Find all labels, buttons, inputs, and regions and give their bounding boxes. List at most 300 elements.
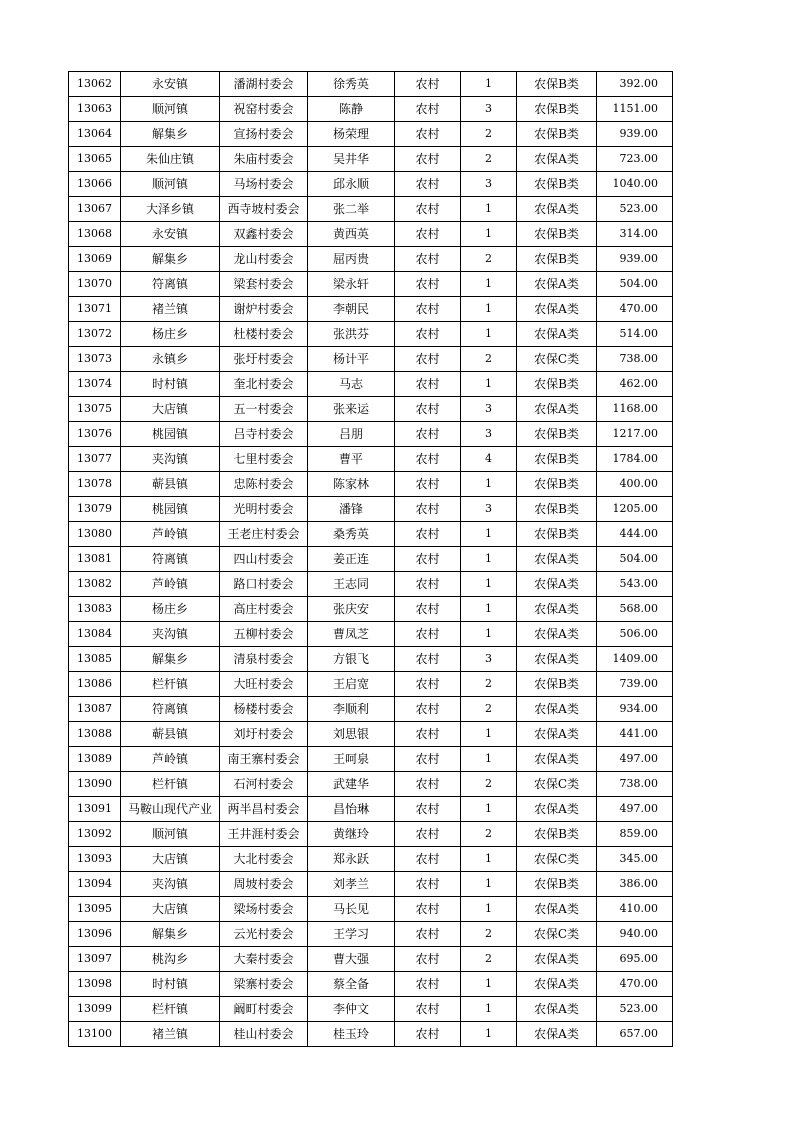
household-count-cell: 1 (461, 297, 517, 322)
household-count-cell: 2 (461, 697, 517, 722)
village-cell: 祝窑村委会 (220, 97, 308, 122)
town-cell: 蕲县镇 (121, 722, 220, 747)
village-cell: 谢炉村委会 (220, 297, 308, 322)
village-cell: 梁寨村委会 (220, 972, 308, 997)
record-id-cell: 13072 (69, 322, 121, 347)
village-cell: 五一村委会 (220, 397, 308, 422)
record-id-cell: 13075 (69, 397, 121, 422)
person-name-cell: 桂玉玲 (308, 1022, 395, 1047)
record-id-cell: 13078 (69, 472, 121, 497)
town-cell: 杨庄乡 (121, 597, 220, 622)
town-cell: 大店镇 (121, 897, 220, 922)
amount-cell: 504.00 (597, 547, 673, 572)
record-id-cell: 13079 (69, 497, 121, 522)
household-count-cell: 1 (461, 722, 517, 747)
amount-cell: 514.00 (597, 322, 673, 347)
area-type-cell: 农村 (395, 447, 461, 472)
household-count-cell: 2 (461, 672, 517, 697)
household-count-cell: 1 (461, 197, 517, 222)
amount-cell: 506.00 (597, 622, 673, 647)
table-row (69, 897, 673, 922)
village-cell: 龙山村委会 (220, 247, 308, 272)
amount-cell: 523.00 (597, 997, 673, 1022)
record-id-cell: 13063 (69, 97, 121, 122)
area-type-cell: 农村 (395, 122, 461, 147)
amount-cell: 441.00 (597, 722, 673, 747)
insurance-category-cell: 农保B类 (517, 72, 597, 97)
record-id-cell: 13089 (69, 747, 121, 772)
town-cell: 蕲县镇 (121, 472, 220, 497)
area-type-cell: 农村 (395, 772, 461, 797)
household-count-cell: 3 (461, 97, 517, 122)
area-type-cell: 农村 (395, 247, 461, 272)
table-row (69, 797, 673, 822)
insurance-category-cell: 农保A类 (517, 1022, 597, 1047)
household-count-cell: 1 (461, 747, 517, 772)
town-cell: 顺河镇 (121, 822, 220, 847)
area-type-cell: 农村 (395, 522, 461, 547)
household-count-cell: 1 (461, 622, 517, 647)
table-row (69, 272, 673, 297)
village-cell: 大秦村委会 (220, 947, 308, 972)
amount-cell: 392.00 (597, 72, 673, 97)
amount-cell: 1040.00 (597, 172, 673, 197)
area-type-cell: 农村 (395, 347, 461, 372)
household-count-cell: 1 (461, 797, 517, 822)
insurance-category-cell: 农保A类 (517, 722, 597, 747)
village-cell: 西寺坡村委会 (220, 197, 308, 222)
person-name-cell: 刘孝兰 (308, 872, 395, 897)
insurance-category-cell: 农保B类 (517, 822, 597, 847)
village-cell: 双鑫村委会 (220, 222, 308, 247)
person-name-cell: 黄西英 (308, 222, 395, 247)
household-count-cell: 1 (461, 897, 517, 922)
town-cell: 桃沟乡 (121, 947, 220, 972)
household-count-cell: 3 (461, 497, 517, 522)
record-id-cell: 13083 (69, 597, 121, 622)
village-cell: 五柳村委会 (220, 622, 308, 647)
household-count-cell: 1 (461, 1022, 517, 1047)
town-cell: 符离镇 (121, 547, 220, 572)
area-type-cell: 农村 (395, 647, 461, 672)
household-count-cell: 1 (461, 847, 517, 872)
person-name-cell: 王启宽 (308, 672, 395, 697)
table-row (69, 172, 673, 197)
village-cell: 四山村委会 (220, 547, 308, 572)
table-row (69, 597, 673, 622)
town-cell: 芦岭镇 (121, 572, 220, 597)
household-count-cell: 1 (461, 972, 517, 997)
insurance-category-cell: 农保A类 (517, 622, 597, 647)
area-type-cell: 农村 (395, 1022, 461, 1047)
household-count-cell: 1 (461, 272, 517, 297)
insurance-category-cell: 农保A类 (517, 572, 597, 597)
amount-cell: 1217.00 (597, 422, 673, 447)
table-row (69, 522, 673, 547)
person-name-cell: 李仲文 (308, 997, 395, 1022)
area-type-cell: 农村 (395, 672, 461, 697)
village-cell: 梁场村委会 (220, 897, 308, 922)
area-type-cell: 农村 (395, 372, 461, 397)
amount-cell: 523.00 (597, 197, 673, 222)
town-cell: 芦岭镇 (121, 522, 220, 547)
town-cell: 褚兰镇 (121, 297, 220, 322)
household-count-cell: 3 (461, 647, 517, 672)
town-cell: 朱仙庄镇 (121, 147, 220, 172)
amount-cell: 695.00 (597, 947, 673, 972)
household-count-cell: 1 (461, 472, 517, 497)
village-cell: 朱庙村委会 (220, 147, 308, 172)
insurance-category-cell: 农保C类 (517, 847, 597, 872)
record-id-cell: 13067 (69, 197, 121, 222)
insurance-category-cell: 农保A类 (517, 197, 597, 222)
record-id-cell: 13071 (69, 297, 121, 322)
town-cell: 时村镇 (121, 372, 220, 397)
village-cell: 七里村委会 (220, 447, 308, 472)
table-row (69, 397, 673, 422)
record-id-cell: 13066 (69, 172, 121, 197)
village-cell: 光明村委会 (220, 497, 308, 522)
amount-cell: 400.00 (597, 472, 673, 497)
area-type-cell: 农村 (395, 172, 461, 197)
area-type-cell: 农村 (395, 847, 461, 872)
village-cell: 云光村委会 (220, 922, 308, 947)
person-name-cell: 王志同 (308, 572, 395, 597)
village-cell: 两半昌村委会 (220, 797, 308, 822)
village-cell: 大旺村委会 (220, 672, 308, 697)
person-name-cell: 王呵泉 (308, 747, 395, 772)
area-type-cell: 农村 (395, 297, 461, 322)
household-count-cell: 2 (461, 247, 517, 272)
town-cell: 大泽乡镇 (121, 197, 220, 222)
insurance-category-cell: 农保B类 (517, 172, 597, 197)
amount-cell: 859.00 (597, 822, 673, 847)
records-table (68, 71, 673, 1047)
town-cell: 顺河镇 (121, 97, 220, 122)
town-cell: 杨庄乡 (121, 322, 220, 347)
village-cell: 马场村委会 (220, 172, 308, 197)
table-row (69, 497, 673, 522)
person-name-cell: 张来运 (308, 397, 395, 422)
insurance-category-cell: 农保A类 (517, 147, 597, 172)
insurance-category-cell: 农保A类 (517, 697, 597, 722)
record-id-cell: 13097 (69, 947, 121, 972)
amount-cell: 470.00 (597, 972, 673, 997)
record-id-cell: 13092 (69, 822, 121, 847)
record-id-cell: 13091 (69, 797, 121, 822)
person-name-cell: 方银飞 (308, 647, 395, 672)
town-cell: 解集乡 (121, 647, 220, 672)
insurance-category-cell: 农保B类 (517, 872, 597, 897)
household-count-cell: 2 (461, 147, 517, 172)
area-type-cell: 农村 (395, 922, 461, 947)
amount-cell: 738.00 (597, 347, 673, 372)
village-cell: 吕寺村委会 (220, 422, 308, 447)
amount-cell: 939.00 (597, 247, 673, 272)
record-id-cell: 13098 (69, 972, 121, 997)
insurance-category-cell: 农保B类 (517, 122, 597, 147)
town-cell: 解集乡 (121, 247, 220, 272)
table-row (69, 422, 673, 447)
insurance-category-cell: 农保A类 (517, 897, 597, 922)
town-cell: 时村镇 (121, 972, 220, 997)
table-row (69, 297, 673, 322)
area-type-cell: 农村 (395, 697, 461, 722)
household-count-cell: 4 (461, 447, 517, 472)
amount-cell: 1409.00 (597, 647, 673, 672)
person-name-cell: 徐秀英 (308, 72, 395, 97)
area-type-cell: 农村 (395, 497, 461, 522)
table-row (69, 247, 673, 272)
record-id-cell: 13094 (69, 872, 121, 897)
town-cell: 解集乡 (121, 922, 220, 947)
town-cell: 桃园镇 (121, 422, 220, 447)
household-count-cell: 1 (461, 597, 517, 622)
table-row (69, 947, 673, 972)
amount-cell: 1151.00 (597, 97, 673, 122)
person-name-cell: 黄继玲 (308, 822, 395, 847)
table-row (69, 97, 673, 122)
insurance-category-cell: 农保B类 (517, 672, 597, 697)
village-cell: 刘圩村委会 (220, 722, 308, 747)
insurance-category-cell: 农保C类 (517, 922, 597, 947)
town-cell: 桃园镇 (121, 497, 220, 522)
household-count-cell: 1 (461, 872, 517, 897)
table-row (69, 847, 673, 872)
record-id-cell: 13065 (69, 147, 121, 172)
person-name-cell: 杨计平 (308, 347, 395, 372)
area-type-cell: 农村 (395, 997, 461, 1022)
person-name-cell: 刘思银 (308, 722, 395, 747)
amount-cell: 939.00 (597, 122, 673, 147)
household-count-cell: 2 (461, 922, 517, 947)
record-id-cell: 13084 (69, 622, 121, 647)
village-cell: 周坡村委会 (220, 872, 308, 897)
table-row (69, 122, 673, 147)
area-type-cell: 农村 (395, 472, 461, 497)
record-id-cell: 13064 (69, 122, 121, 147)
area-type-cell: 农村 (395, 147, 461, 172)
person-name-cell: 潘锋 (308, 497, 395, 522)
table-row (69, 72, 673, 97)
table-row (69, 472, 673, 497)
table-row (69, 747, 673, 772)
town-cell: 夹沟镇 (121, 872, 220, 897)
amount-cell: 657.00 (597, 1022, 673, 1047)
town-cell: 夹沟镇 (121, 447, 220, 472)
person-name-cell: 桑秀英 (308, 522, 395, 547)
record-id-cell: 13086 (69, 672, 121, 697)
table-row (69, 622, 673, 647)
household-count-cell: 2 (461, 947, 517, 972)
amount-cell: 1205.00 (597, 497, 673, 522)
table-row (69, 972, 673, 997)
record-id-cell: 13077 (69, 447, 121, 472)
area-type-cell: 农村 (395, 622, 461, 647)
area-type-cell: 农村 (395, 222, 461, 247)
area-type-cell: 农村 (395, 72, 461, 97)
village-cell: 张圩村委会 (220, 347, 308, 372)
insurance-category-cell: 农保A类 (517, 747, 597, 772)
amount-cell: 386.00 (597, 872, 673, 897)
table-row (69, 672, 673, 697)
village-cell: 清泉村委会 (220, 647, 308, 672)
village-cell: 桂山村委会 (220, 1022, 308, 1047)
table-row (69, 922, 673, 947)
person-name-cell: 马志 (308, 372, 395, 397)
person-name-cell: 张庆安 (308, 597, 395, 622)
town-cell: 永安镇 (121, 72, 220, 97)
table-row (69, 547, 673, 572)
household-count-cell: 1 (461, 572, 517, 597)
town-cell: 永镇乡 (121, 347, 220, 372)
insurance-category-cell: 农保A类 (517, 397, 597, 422)
person-name-cell: 邱永顺 (308, 172, 395, 197)
record-id-cell: 13100 (69, 1022, 121, 1047)
person-name-cell: 昌怡琳 (308, 797, 395, 822)
insurance-category-cell: 农保B类 (517, 422, 597, 447)
amount-cell: 462.00 (597, 372, 673, 397)
insurance-category-cell: 农保A类 (517, 972, 597, 997)
table-row (69, 347, 673, 372)
town-cell: 褚兰镇 (121, 1022, 220, 1047)
person-name-cell: 曹凤芝 (308, 622, 395, 647)
person-name-cell: 王学习 (308, 922, 395, 947)
insurance-category-cell: 农保B类 (517, 447, 597, 472)
village-cell: 梁套村委会 (220, 272, 308, 297)
area-type-cell: 农村 (395, 747, 461, 772)
insurance-category-cell: 农保C类 (517, 772, 597, 797)
record-id-cell: 13074 (69, 372, 121, 397)
insurance-category-cell: 农保A类 (517, 272, 597, 297)
amount-cell: 314.00 (597, 222, 673, 247)
table-row (69, 222, 673, 247)
person-name-cell: 吕朋 (308, 422, 395, 447)
table-row (69, 447, 673, 472)
insurance-category-cell: 农保B类 (517, 522, 597, 547)
records-table-body (69, 72, 673, 1047)
town-cell: 大店镇 (121, 847, 220, 872)
record-id-cell: 13082 (69, 572, 121, 597)
village-cell: 石河村委会 (220, 772, 308, 797)
area-type-cell: 农村 (395, 572, 461, 597)
record-id-cell: 13068 (69, 222, 121, 247)
village-cell: 杜楼村委会 (220, 322, 308, 347)
record-id-cell: 13087 (69, 697, 121, 722)
table-row (69, 147, 673, 172)
table-row (69, 722, 673, 747)
document-page (68, 71, 673, 1047)
person-name-cell: 吴井华 (308, 147, 395, 172)
insurance-category-cell: 农保C类 (517, 347, 597, 372)
town-cell: 顺河镇 (121, 172, 220, 197)
amount-cell: 934.00 (597, 697, 673, 722)
town-cell: 芦岭镇 (121, 747, 220, 772)
area-type-cell: 农村 (395, 822, 461, 847)
area-type-cell: 农村 (395, 322, 461, 347)
insurance-category-cell: 农保A类 (517, 997, 597, 1022)
town-cell: 栏杆镇 (121, 672, 220, 697)
village-cell: 潘湖村委会 (220, 72, 308, 97)
area-type-cell: 农村 (395, 97, 461, 122)
household-count-cell: 3 (461, 397, 517, 422)
insurance-category-cell: 农保B类 (517, 222, 597, 247)
table-row (69, 197, 673, 222)
amount-cell: 1168.00 (597, 397, 673, 422)
person-name-cell: 陈家林 (308, 472, 395, 497)
insurance-category-cell: 农保A类 (517, 597, 597, 622)
table-row (69, 997, 673, 1022)
insurance-category-cell: 农保A类 (517, 797, 597, 822)
town-cell: 栏杆镇 (121, 772, 220, 797)
table-row (69, 772, 673, 797)
area-type-cell: 农村 (395, 872, 461, 897)
person-name-cell: 梁永轩 (308, 272, 395, 297)
household-count-cell: 2 (461, 772, 517, 797)
person-name-cell: 张二举 (308, 197, 395, 222)
area-type-cell: 农村 (395, 272, 461, 297)
amount-cell: 940.00 (597, 922, 673, 947)
town-cell: 符离镇 (121, 697, 220, 722)
area-type-cell: 农村 (395, 947, 461, 972)
person-name-cell: 马长见 (308, 897, 395, 922)
town-cell: 符离镇 (121, 272, 220, 297)
area-type-cell: 农村 (395, 722, 461, 747)
insurance-category-cell: 农保B类 (517, 247, 597, 272)
person-name-cell: 曹大强 (308, 947, 395, 972)
household-count-cell: 3 (461, 422, 517, 447)
table-row (69, 872, 673, 897)
amount-cell: 739.00 (597, 672, 673, 697)
record-id-cell: 13080 (69, 522, 121, 547)
area-type-cell: 农村 (395, 797, 461, 822)
town-cell: 夹沟镇 (121, 622, 220, 647)
household-count-cell: 1 (461, 997, 517, 1022)
area-type-cell: 农村 (395, 597, 461, 622)
record-id-cell: 13069 (69, 247, 121, 272)
village-cell: 路口村委会 (220, 572, 308, 597)
village-cell: 奎北村委会 (220, 372, 308, 397)
person-name-cell: 屈丙贵 (308, 247, 395, 272)
amount-cell: 410.00 (597, 897, 673, 922)
record-id-cell: 13073 (69, 347, 121, 372)
record-id-cell: 13096 (69, 922, 121, 947)
record-id-cell: 13093 (69, 847, 121, 872)
village-cell: 忠陈村委会 (220, 472, 308, 497)
insurance-category-cell: 农保B类 (517, 472, 597, 497)
village-cell: 王井涯村委会 (220, 822, 308, 847)
household-count-cell: 1 (461, 72, 517, 97)
record-id-cell: 13085 (69, 647, 121, 672)
person-name-cell: 郑永跃 (308, 847, 395, 872)
household-count-cell: 3 (461, 172, 517, 197)
person-name-cell: 蔡全备 (308, 972, 395, 997)
area-type-cell: 农村 (395, 422, 461, 447)
insurance-category-cell: 农保B类 (517, 372, 597, 397)
village-cell: 宣扬村委会 (220, 122, 308, 147)
area-type-cell: 农村 (395, 972, 461, 997)
household-count-cell: 2 (461, 822, 517, 847)
amount-cell: 723.00 (597, 147, 673, 172)
table-row (69, 647, 673, 672)
village-cell: 高庄村委会 (220, 597, 308, 622)
village-cell: 杨楼村委会 (220, 697, 308, 722)
person-name-cell: 李朝民 (308, 297, 395, 322)
record-id-cell: 13076 (69, 422, 121, 447)
insurance-category-cell: 农保B类 (517, 97, 597, 122)
amount-cell: 1784.00 (597, 447, 673, 472)
record-id-cell: 13088 (69, 722, 121, 747)
